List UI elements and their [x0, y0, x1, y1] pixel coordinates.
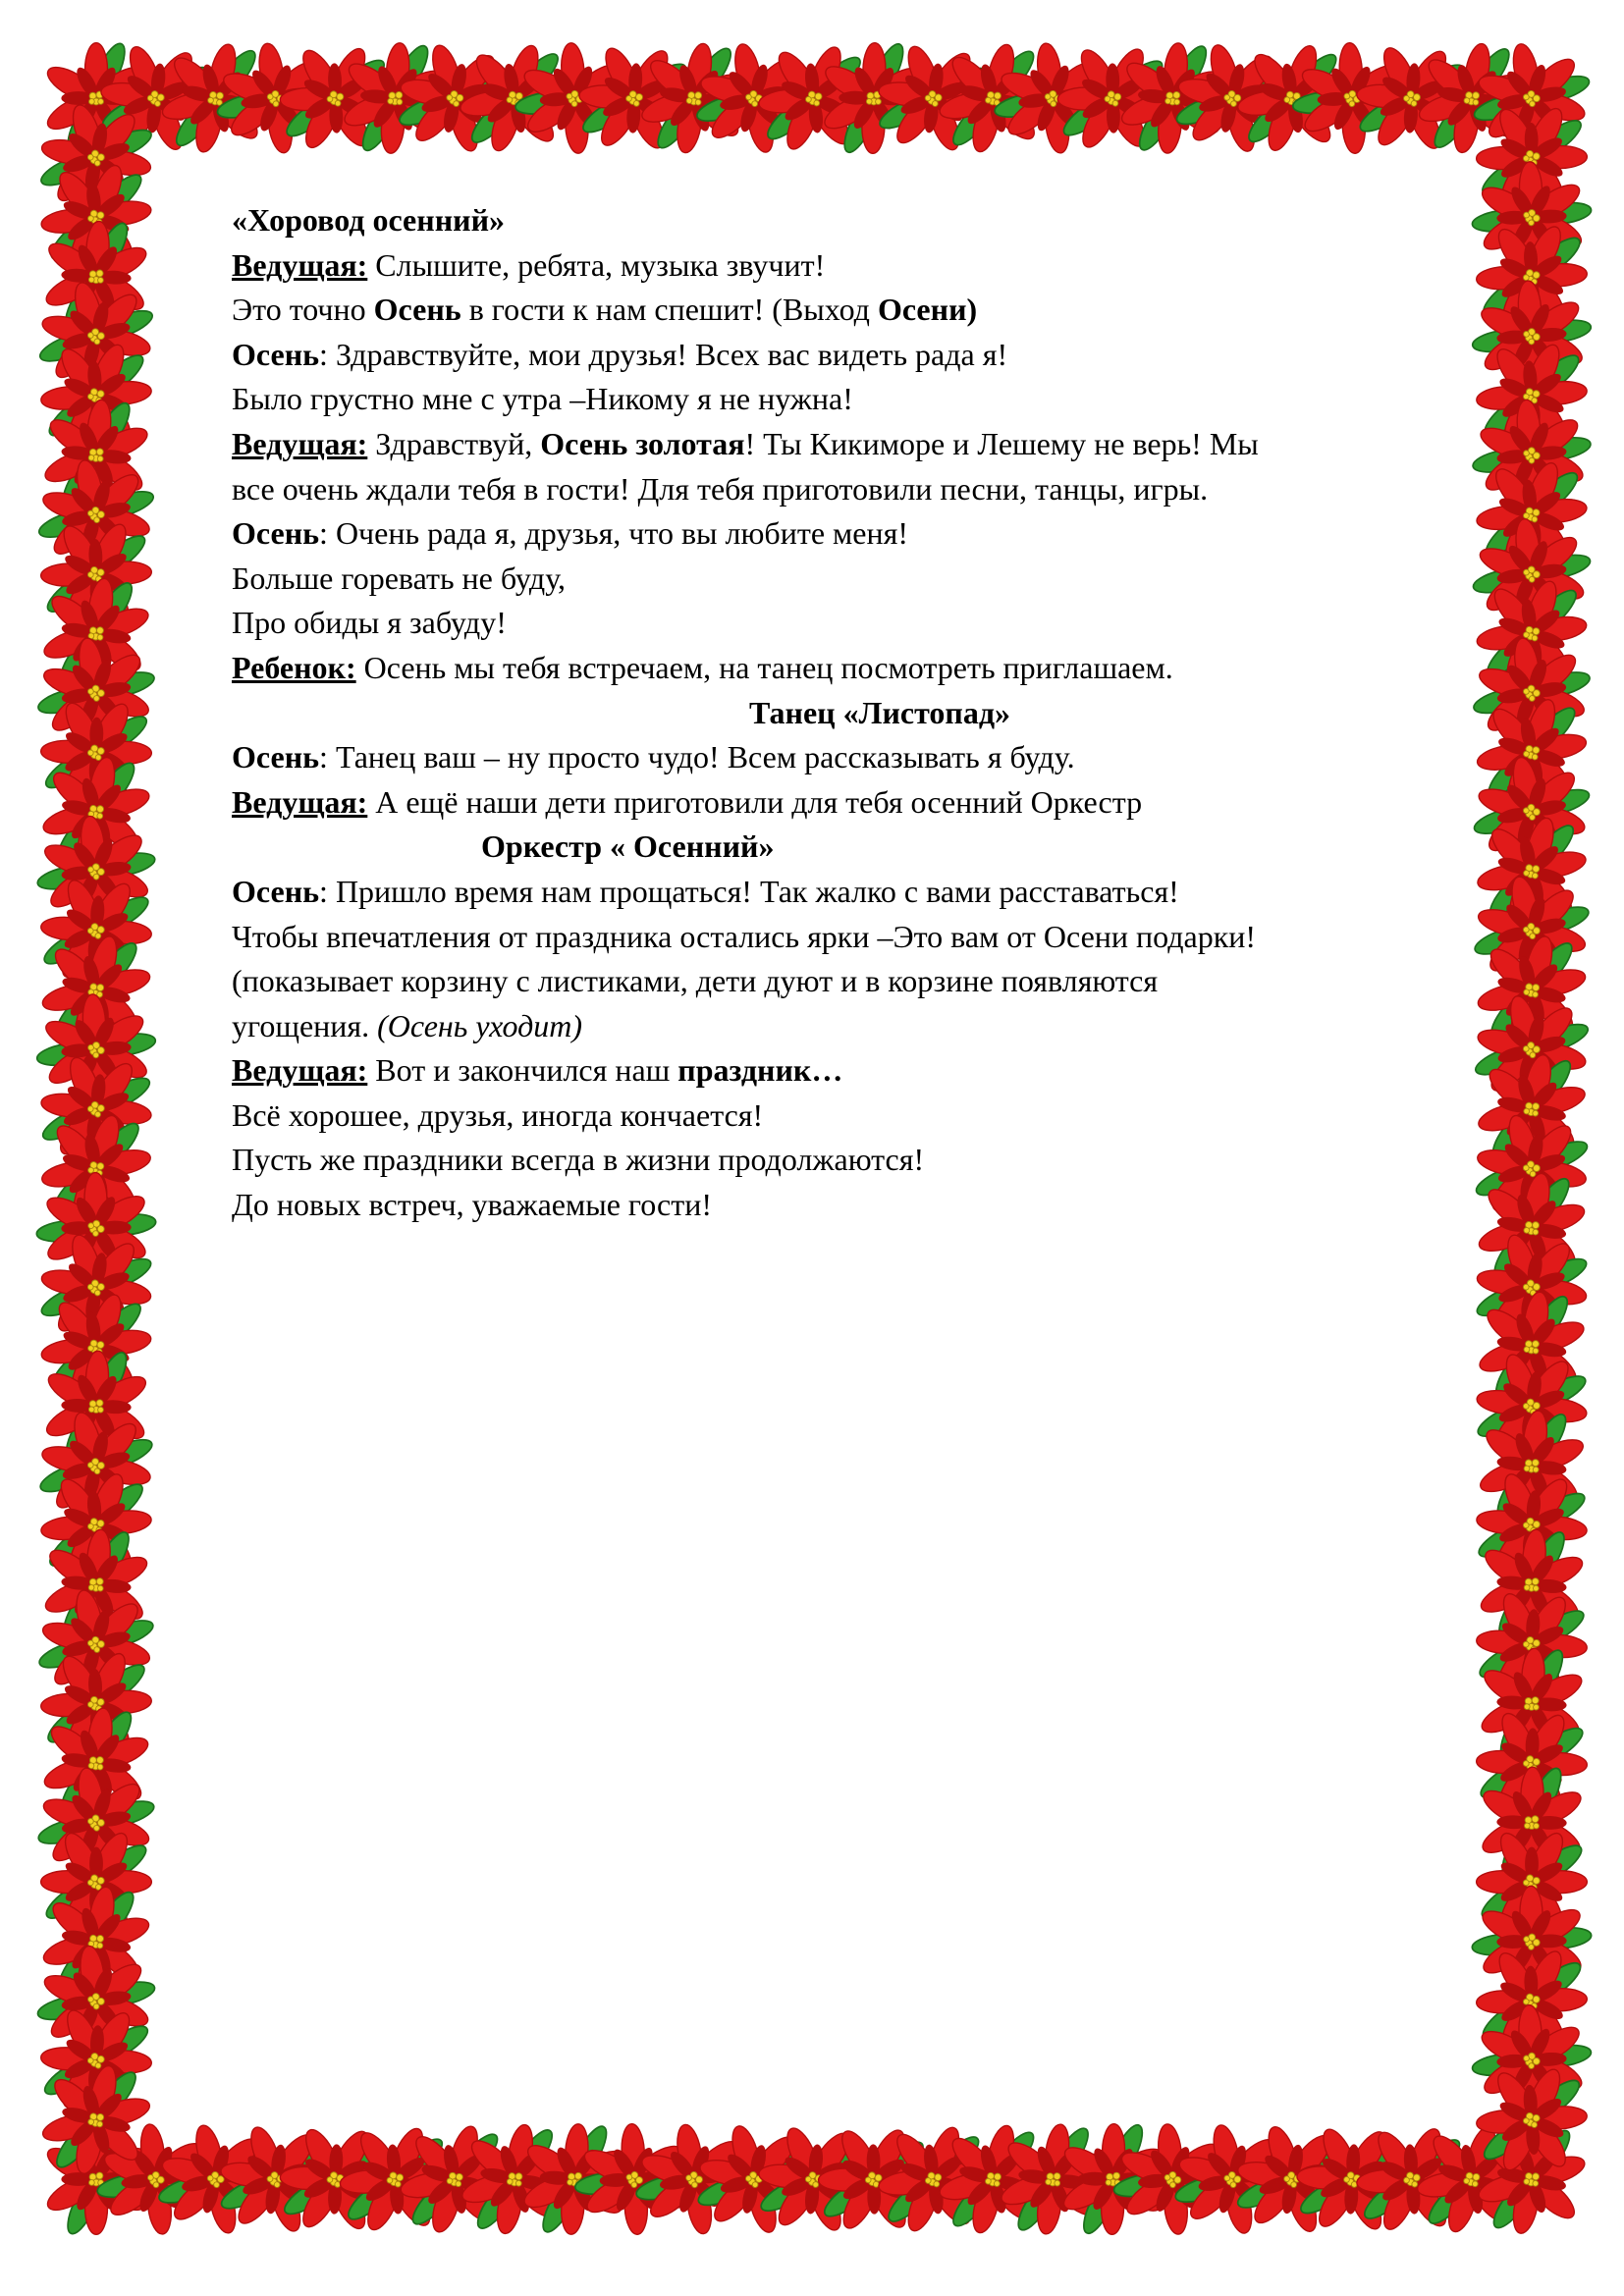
doc-title: «Хоровод осенний»	[232, 202, 505, 238]
speaker-label: Ведущая:	[232, 425, 368, 461]
line-10: Ребенок: Осень мы тебя встречаем, на танец посмотреть приглашаем.	[232, 649, 1173, 685]
line-20: До новых встреч, уважаемые гости!	[232, 1187, 713, 1223]
line-17: Ведущая: Вот и закончился наш праздник…	[232, 1052, 843, 1089]
line-4: Было грустно мне с утра –Никому я не нужна!	[232, 381, 853, 417]
document-body	[232, 198, 1528, 1228]
orchestra-heading: Оркестр « Осенний»	[481, 828, 775, 865]
line-18: Всё хорошее, друзья, иногда кончается!	[232, 1096, 764, 1133]
line-9: Про обиды я забуду!	[232, 605, 507, 641]
line-12: Ведущая: А ещё наши дети приготовили для тебя осенний Оркестр	[232, 783, 1143, 820]
speaker-label: Ведущая:	[232, 783, 368, 820]
line-5: Ведущая: Здравствуй, Осень золотая! Ты Кикиморе и Лешему не верь! Мы	[232, 425, 1259, 461]
speaker-label: Ведущая:	[232, 1052, 368, 1089]
line-11: Осень: Танец ваш – ну просто чудо! Всем рассказывать я буду.	[232, 739, 1075, 775]
line-16: угощения. (Осень уходит)	[232, 1007, 583, 1043]
speaker-label: Осень	[232, 873, 320, 909]
line-14: Чтобы впечатления от праздника остались ярки –Это вам от Осени подарки!	[232, 918, 1257, 954]
line-13: Осень: Пришло время нам прощаться! Так жалко с вами расставаться!	[232, 873, 1179, 909]
line-7: Осень: Очень рада я, друзья, что вы любите меня!	[232, 515, 908, 552]
line-2: Это точно Осень в гости к нам спешит! (Выход Осени)	[232, 292, 978, 328]
dance-heading: Танец «Листопад»	[748, 694, 1011, 730]
line-6: все очень ждали тебя в гости! Для тебя приготовили песни, танцы, игры.	[232, 470, 1209, 507]
speaker-label: Осень	[232, 739, 320, 775]
line-3: Осень: Здравствуйте, мои друзья! Всех вас видеть рада я!	[232, 336, 1008, 372]
speaker-label: Ведущая:	[232, 246, 368, 283]
line-15: (показывает корзину с листиками, дети дуют и в корзине появляются	[232, 963, 1159, 999]
line-19: Пусть же праздники всегда в жизни продолжаются!	[232, 1142, 925, 1178]
speaker-label: Осень	[232, 336, 320, 372]
speaker-label: Осень	[232, 515, 320, 552]
line-8: Больше горевать не буду,	[232, 560, 566, 596]
line-1: Ведущая: Слышите, ребята, музыка звучит!	[232, 246, 826, 283]
speaker-label: Ребенок:	[232, 649, 356, 685]
